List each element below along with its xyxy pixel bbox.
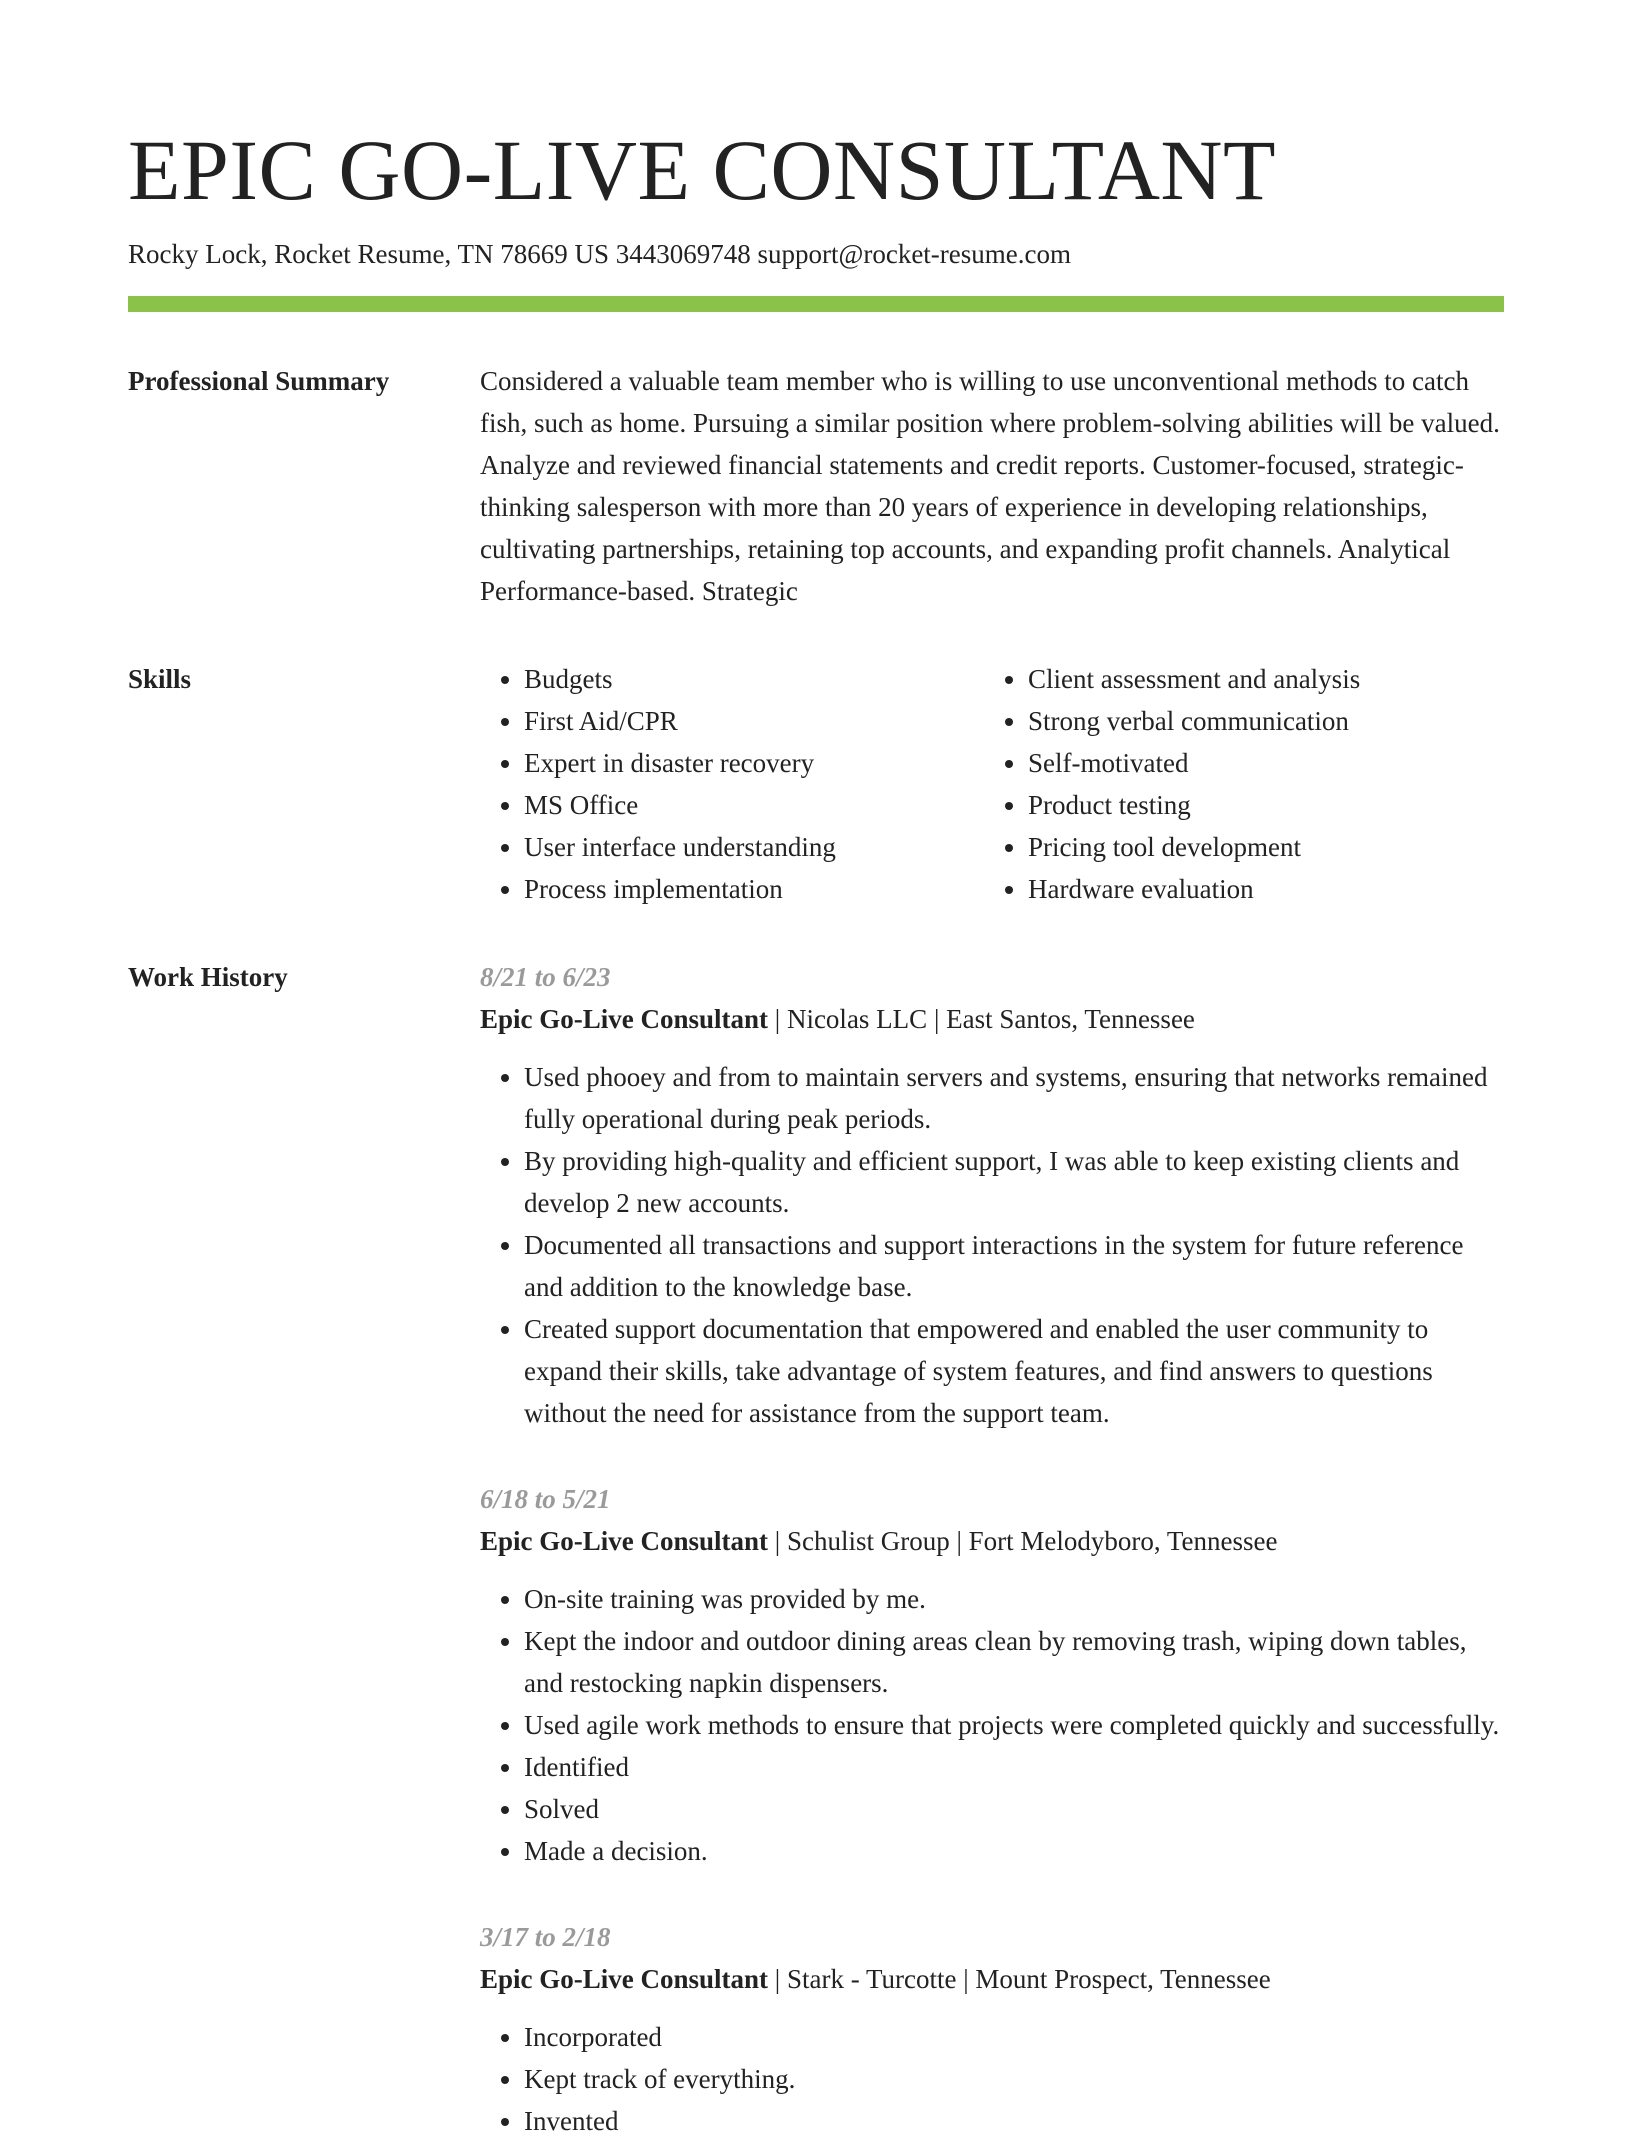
job-entry (480, 1478, 1504, 1872)
job-bullets (480, 1578, 1504, 1872)
skill-item: • Client assessment and analysis (1028, 658, 1504, 700)
job-location: Mount Prospect, Tennessee (975, 1964, 1271, 1994)
job-company: Nicolas LLC (786, 1004, 928, 1034)
job-location: East Santos, Tennessee (946, 1004, 1195, 1034)
job-company: Schulist Group (786, 1526, 950, 1556)
skill-item: • Budgets (524, 658, 984, 700)
accent-divider (128, 296, 1504, 312)
job-bullet: • By providing high-quality and efficient support, I was able to keep existing clients and develop 2 new accounts. (524, 1140, 1504, 1224)
skill-item: • Expert in disaster recovery (524, 742, 984, 784)
section-heading-skills: Skills (128, 664, 192, 694)
job-bullets (480, 1056, 1504, 1434)
job-heading (480, 998, 1504, 1040)
skills-list-right (984, 658, 1504, 910)
job-bullet: • Invented (524, 2100, 1504, 2142)
job-separator: | (956, 1964, 976, 1994)
job-bullet: • Created support documentation that empowered and enabled the user community to expand their skills, take advantage of system features, and find answers to questions without the need for assistance from the support team. (524, 1308, 1504, 1434)
resume-title: EPIC GO-LIVE CONSULTANT (128, 122, 1277, 218)
job-bullet: • On-site training was provided by me. (524, 1578, 1504, 1620)
skill-item: • User interface understanding (524, 826, 984, 868)
contact-name: Rocky Lock, (128, 239, 268, 269)
skill-item: • Hardware evaluation (1028, 868, 1504, 910)
work-history-section (128, 956, 1504, 2142)
job-separator: | (768, 1526, 787, 1556)
job-bullet: • Incorporated (524, 2016, 1504, 2058)
job-bullet: • Solved (524, 1788, 1504, 1830)
job-title: Epic Go-Live Consultant (480, 1526, 769, 1556)
skills-list-left (480, 658, 984, 910)
job-bullet: • Documented all transactions and support interactions in the system for future reference and addition to the knowledge base. (524, 1224, 1504, 1308)
job-separator: | (768, 1004, 787, 1034)
job-dates: 3/17 to 2/18 (480, 1922, 611, 1952)
skill-item: • Self-motivated (1028, 742, 1504, 784)
skill-item: • Product testing (1028, 784, 1504, 826)
summary-section (128, 360, 1504, 612)
skill-item: • Strong verbal communication (1028, 700, 1504, 742)
job-bullet: • Made a decision. (524, 1830, 1504, 1872)
skill-item: • MS Office (524, 784, 984, 826)
job-separator: | (927, 1004, 947, 1034)
contact-line (128, 236, 1504, 272)
job-heading (480, 1520, 1504, 1562)
job-bullets (480, 2016, 1504, 2142)
job-entry (480, 1916, 1504, 2142)
job-bullet: • Used agile work methods to ensure that projects were completed quickly and successfully. (524, 1704, 1504, 1746)
section-heading-summary: Professional Summary (128, 366, 390, 396)
job-separator: | (949, 1526, 969, 1556)
job-location: Fort Melodyboro, Tennessee (968, 1526, 1278, 1556)
contact-phone: 3443069748 (615, 239, 751, 269)
skill-item: • First Aid/CPR (524, 700, 984, 742)
job-title: Epic Go-Live Consultant (480, 1004, 769, 1034)
job-dates: 6/18 to 5/21 (480, 1484, 611, 1514)
contact-email: support@rocket-resume.com (757, 239, 1072, 269)
skills-section (128, 658, 1504, 910)
skill-item: • Pricing tool development (1028, 826, 1504, 868)
job-bullet: • Identified (524, 1746, 1504, 1788)
job-heading (480, 1958, 1504, 2000)
job-entry (480, 956, 1504, 1434)
job-separator: | (768, 1964, 787, 1994)
skill-item: • Process implementation (524, 868, 984, 910)
resume-page (128, 0, 1504, 2142)
job-bullet: • Kept the indoor and outdoor dining areas clean by removing trash, wiping down tables, and restocking napkin dispensers. (524, 1620, 1504, 1704)
contact-location: TN 78669 US (457, 239, 609, 269)
job-bullet: • Kept track of everything. (524, 2058, 1504, 2100)
job-bullet: • Used phooey and from to maintain servers and systems, ensuring that networks remained fully operational during peak periods. (524, 1056, 1504, 1140)
job-title: Epic Go-Live Consultant (480, 1964, 769, 1994)
section-heading-work-history: Work History (128, 962, 288, 992)
contact-company: Rocket Resume, (274, 239, 452, 269)
summary-text: Considered a valuable team member who is willing to use unconventional methods to catch fish, such as home. Pursuing a similar position where problem-solving abilities will be valued. Analyze and reviewed financial statements and credit reports. Customer-focused, strategic-thinking salesperson with more than 20 years of experience in developing relationships, cultivating partnerships, retaining top accounts, and expanding profit channels. Analytical Performance-based. Strategic (480, 366, 1500, 606)
job-dates: 8/21 to 6/23 (480, 962, 611, 992)
job-company: Stark - Turcotte (786, 1964, 957, 1994)
